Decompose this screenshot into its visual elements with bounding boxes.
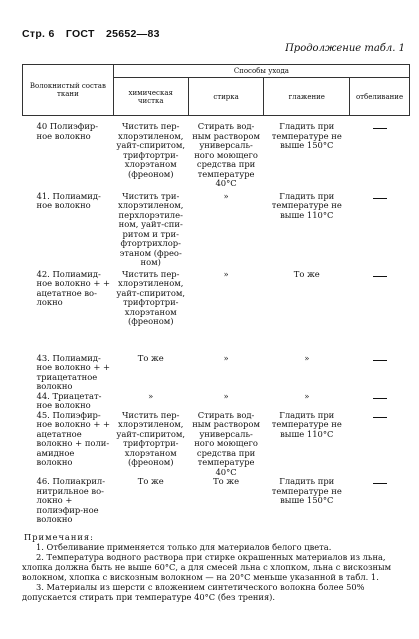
chem-cell: Чистить три-хлорэтиленом, перхлорэтиле-ном, уайт-спи-ритом и три-фтортрихлор-этаном (фрео-ном) [118,190,184,267]
wash-cell: » [223,190,229,201]
table-continuation-label: Продолжение табл. 1 [285,43,405,54]
notes-title: Примечания: [24,532,94,542]
chem-cell: То же [137,476,164,486]
wash-cell: » [223,390,229,401]
table-row [23,477,410,525]
wash-cell: Стирать вод-ным раствором универсаль-ного моющего средства при температуре 40°С [192,409,260,477]
bleach-dash [373,417,387,418]
note-1: 1. Отбеливание применяется только для материалов белого цвета. [36,542,332,552]
column-header-chem: химическая чистка [113,78,188,116]
bleach-dash [373,128,387,129]
note-2: 2. Температура водного раствора при стирке окрашенных материалов из льна, хлопка должна быть не выше 60°С, а для смесей льна с хлопком, льна с вискозным волокном, хлопка с вискозным волокном — на 20°С меньше указанной в табл. 1. [22,552,392,582]
page-header [22,28,168,40]
chem-cell: » [148,390,154,401]
table-row [23,392,410,411]
column-header-iron: глажение [264,78,350,116]
column-header-wash: стирка [188,78,264,116]
bleach-dash [373,483,387,484]
bleach-dash [373,360,387,361]
column-header-fiber: Волокнистый состав ткани [23,65,114,116]
wash-cell: » [223,268,229,279]
iron-cell: Гладить при температуре не выше 150°С [271,476,342,505]
chem-cell: Чистить пер-хлорэтиленом, уайт-спиритом, трифтортри-хлорэтаном (фреоном) [116,121,186,179]
bleach-dash [373,398,387,399]
column-header-care: Способы ухода [113,65,409,78]
notes [22,532,410,602]
standard-number: 25652—83 [105,28,160,40]
bleach-cell [350,392,410,411]
iron-cell: » [304,390,310,401]
bleach-dash [373,198,387,199]
iron-cell: То же [293,268,320,279]
fiber-cell: 46. Полиакрил-нитрильное во-локно + полиэфир-ное волокно [36,476,106,524]
chem-cell: Чистить пер-хлорэтиленом, уайт-спиритом, трифтортри-хлорэтаном (фреоном) [116,409,186,467]
wash-cell: Стирать вод-ным раствором универсаль-ного моющего средства при температуре 40°С [192,121,260,188]
fiber-cell: 44. Триацетат-ное волокно [36,390,102,410]
bleach-cell [350,192,410,270]
chem-cell: Чистить пер-хлорэтиленом, уайт-спиритом, трифтортри-хлорэтаном (фреоном) [116,268,186,326]
bleach-cell [350,116,410,192]
page-number: Стр. 6 [22,28,55,40]
bleach-cell [350,354,410,392]
bleach-dash [373,276,387,277]
standard-label: ГОСТ [65,28,95,40]
iron-cell: » [304,352,310,363]
table-row [23,411,410,478]
fiber-cell: 41. Полиамид-ное волокно [36,190,101,210]
bleach-cell [350,477,410,525]
note-3: 3. Материалы из шерсти с вложением синтетического волокна более 50% допускается стирать при температуре 40°С (без трения). [22,582,365,602]
chem-cell: То же [137,352,164,363]
care-table [22,64,410,525]
table-row [23,192,410,270]
bleach-cell [350,411,410,478]
wash-cell: » [223,352,229,363]
table-row [23,270,410,354]
wash-cell: То же [213,476,240,486]
table-row [23,354,410,392]
fiber-cell: 42. Полиамид-ное волокно + + ацетатное во-локно [36,268,111,307]
column-header-bleach: отбеливание [350,78,410,116]
iron-cell: Гладить при температуре не выше 110°С [271,190,342,220]
fiber-cell: 40 Полиэфир-ное волокно [36,121,99,141]
iron-cell: Гладить при температуре не выше 110°С [271,409,342,439]
fiber-cell: 45. Полиэфир-ное волокно + + ацетатное волокно + поли-амидное волокно [36,409,111,467]
table-row [23,116,410,192]
fiber-cell: 43. Полиамид-ное волокно + + триацетатное волокно [36,352,111,391]
bleach-cell [350,270,410,354]
iron-cell: Гладить при температуре не выше 150°С [271,121,342,150]
